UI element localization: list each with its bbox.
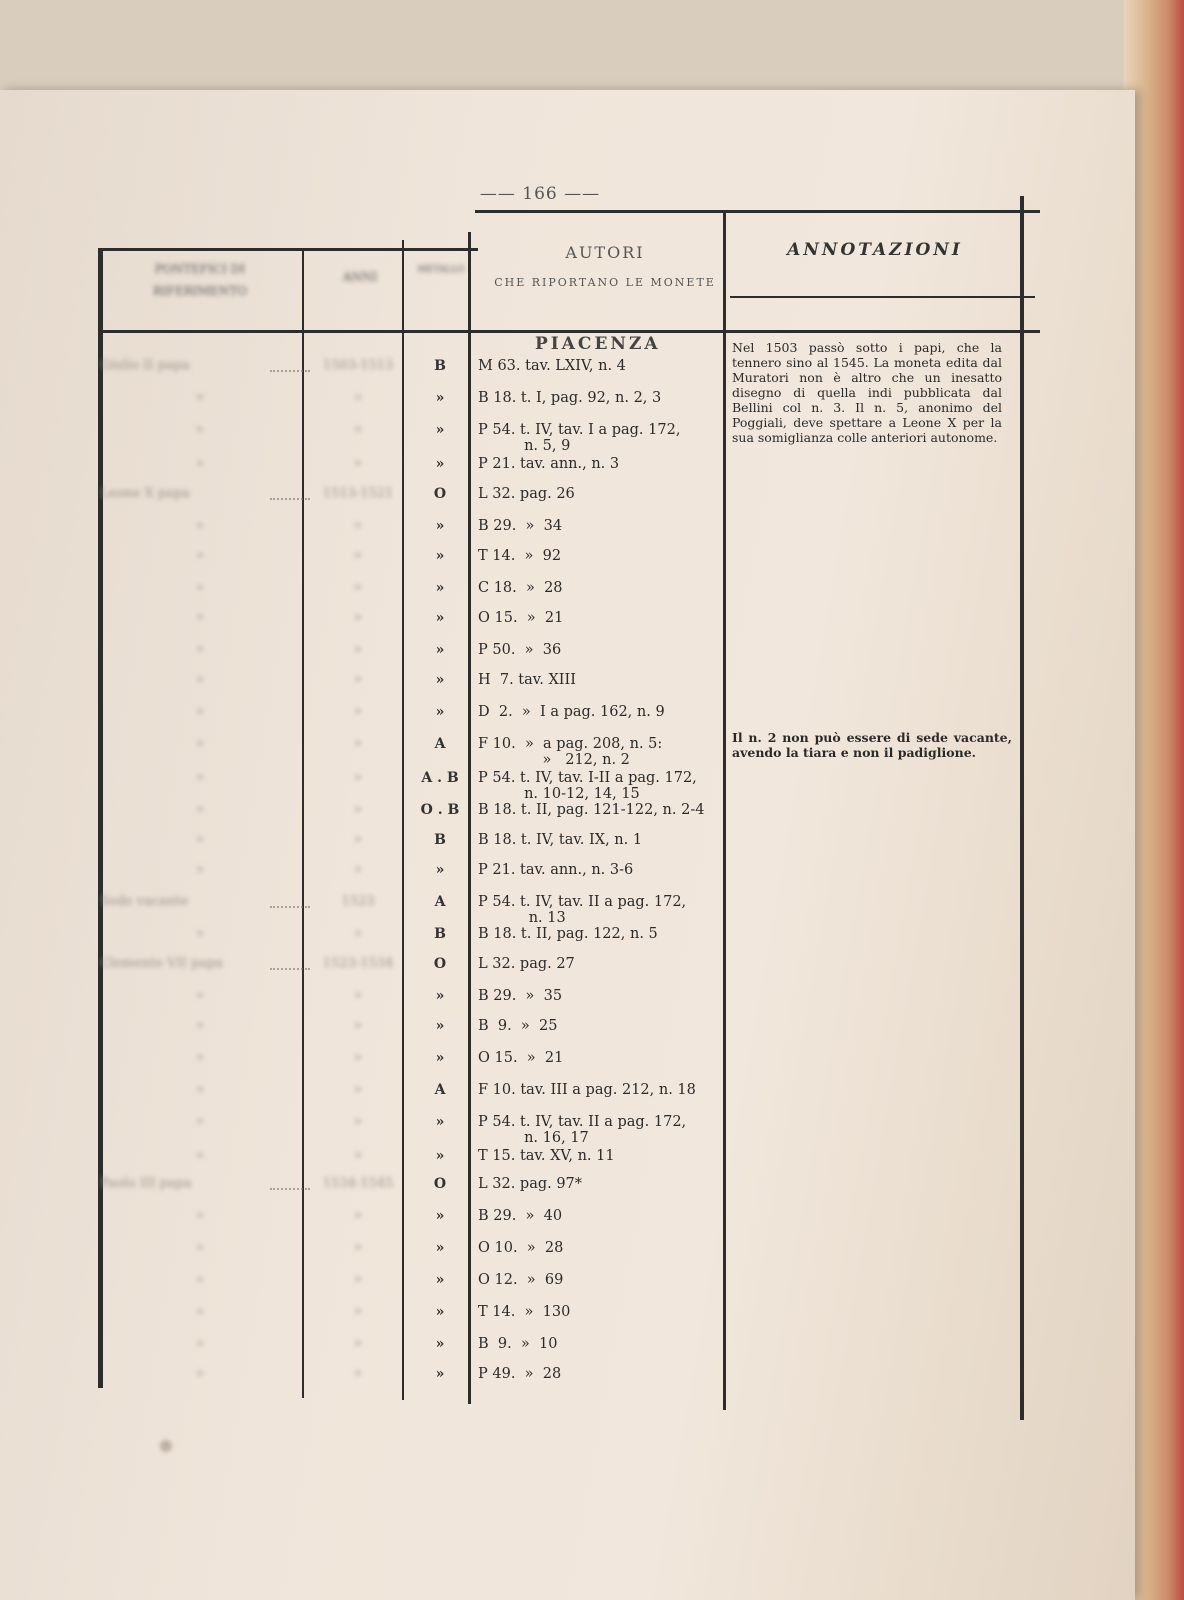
table-row [80,1018,730,1048]
table-row [80,1366,730,1396]
table-row [80,358,730,388]
cell-pontefice: » [196,672,204,687]
cell-pontefice: Giulio II papa [100,358,190,373]
cell-metallo: » [435,1050,445,1066]
dotted-leader [270,968,310,970]
cell-metallo: » [435,672,445,688]
table-row [80,802,730,832]
cell-pontefice: » [196,518,204,533]
cell-metallo: » [435,580,445,596]
cell-pontefice: » [196,610,204,625]
cell-autori: O 15. » 21 [478,1050,564,1066]
cell-pontefice: » [196,1114,204,1129]
table-row [80,610,730,640]
header-metallo: METALLO [417,265,465,275]
cell-pontefice: Paolo III papa [100,1176,192,1191]
cell-anni: » [354,862,362,877]
cell-metallo: » [435,1114,445,1130]
cell-anni: » [354,390,362,405]
cell-pontefice: » [196,1304,204,1319]
cell-anni: » [354,704,362,719]
cell-metallo: » [435,422,445,438]
dotted-leader [270,498,310,500]
cell-anni: » [354,1082,362,1097]
cell-anni: » [354,1336,362,1351]
table-row [80,956,730,986]
cell-anni: » [354,1272,362,1287]
cell-autori: P 54. t. IV, tav. II a pag. 172, n. 16, 17 [478,1114,687,1146]
table-row [80,832,730,862]
table-row [80,770,730,800]
cell-metallo: » [435,1018,445,1034]
cell-pontefice: » [196,1336,204,1351]
table-right-border [1020,196,1024,1420]
cell-metallo: » [435,1208,445,1224]
cell-autori: L 32. pag. 27 [478,956,575,972]
cell-pontefice: » [196,802,204,817]
annotation-note-2: Il n. 2 non può essere di sede vacante, avendo la tiara e non il padiglione. [732,730,1012,760]
cell-pontefice: » [196,926,204,941]
dotted-leader [270,370,310,372]
header-anni: ANNI [342,270,378,284]
cell-autori: B 18. t. II, pag. 121-122, n. 2-4 [478,802,705,818]
header-annotazioni: ANNOTAZIONI [787,240,963,260]
cell-anni: 1523-1534 [322,956,394,971]
cell-pontefice: » [196,1082,204,1097]
table-row [80,704,730,734]
cell-metallo: O [433,486,447,502]
cell-pontefice: » [196,1018,204,1033]
cell-autori: O 10. » 28 [478,1240,564,1256]
cell-anni: » [354,580,362,595]
cell-autori: T 15. tav. XV, n. 11 [478,1148,615,1164]
cell-pontefice: » [196,642,204,657]
cell-anni: 1513-1521 [322,486,394,501]
cell-anni: » [354,672,362,687]
cell-autori: P 54. t. IV, tav. II a pag. 172, n. 13 [478,894,687,926]
cell-anni: » [354,610,362,625]
cell-pontefice: » [196,832,204,847]
cell-pontefice: » [196,988,204,1003]
cell-metallo: » [435,390,445,406]
cell-anni: » [354,1050,362,1065]
cell-anni: » [354,1366,362,1381]
cell-anni: » [354,988,362,1003]
table-row [80,1082,730,1112]
table-row [80,456,730,486]
cell-anni: » [354,1018,362,1033]
dotted-leader [270,906,310,908]
header-autori-title: AUTORI [565,243,645,262]
cell-anni: » [354,548,362,563]
cell-pontefice: » [196,736,204,751]
cell-anni: » [354,1114,362,1129]
cell-metallo: » [435,456,445,472]
cell-autori: B 29. » 35 [478,988,563,1004]
cell-anni: » [354,518,362,533]
page-smudge [160,1440,172,1452]
cell-metallo: A . B [421,770,459,786]
table-row [80,1176,730,1206]
cell-autori: B 29. » 40 [478,1208,563,1224]
cell-anni: » [354,832,362,847]
table-top-border [475,210,1040,213]
cell-pontefice: » [196,1208,204,1223]
cell-autori: M 63. tav. LXIV, n. 4 [478,358,626,374]
cell-autori: B 9. » 25 [478,1018,558,1034]
cell-pontefice: Leone X papa [100,486,190,501]
cell-metallo: » [435,988,445,1004]
cell-pontefice: » [196,1272,204,1287]
cell-pontefice: » [196,1148,204,1163]
table-row [80,518,730,548]
cell-autori: F 10. tav. III a pag. 212, n. 18 [478,1082,696,1098]
cell-metallo: O [433,956,447,972]
cell-autori: P 21. tav. ann., n. 3 [478,456,620,472]
cell-autori: O 15. » 21 [478,610,564,626]
cell-anni: » [354,770,362,785]
cell-autori: B 18. t. II, pag. 122, n. 5 [478,926,658,942]
header-autori [480,238,730,298]
cell-pontefice: » [196,390,204,405]
cell-autori: P 21. tav. ann., n. 3-6 [478,862,634,878]
cell-anni: » [354,1148,362,1163]
cell-anni: 1503-1513 [322,358,394,373]
table-row [80,1240,730,1270]
annotation-note-1: Nel 1503 passò sotto i papi, che la tennero sino al 1545. La moneta edita dal Muratori non è altro che un inesatto disegno di quella indi pubblicata dal Bellini col n. 3. Il n. 5, anonimo del Poggiali, deve spettare a Leone X per la sua somiglianza colle anteriori autonome. [732,340,1002,445]
table-row [80,642,730,672]
table-row [80,894,730,924]
table-row [80,672,730,702]
cell-metallo: A [434,894,446,910]
cell-pontefice: » [196,1050,204,1065]
cell-anni: » [354,456,362,471]
cell-metallo: » [435,1336,445,1352]
cell-pontefice: » [196,770,204,785]
table-row [80,926,730,956]
cell-pontefice: Clemente VII papa [100,956,224,971]
cell-anni: 1523 [341,894,375,909]
annot-header-divider [730,296,1035,298]
cell-autori: P 54. t. IV, tav. I a pag. 172, n. 5, 9 [478,422,681,454]
table-row [80,1336,730,1366]
cell-anni: » [354,802,362,817]
cell-pontefice: Sede vacante [100,894,189,909]
cell-autori: B 18. t. I, pag. 92, n. 2, 3 [478,390,662,406]
city-heading: PIACENZA [535,334,661,354]
cell-pontefice: » [196,548,204,563]
table-row [80,1208,730,1238]
header-pontefici: PONTEFICI DI RIFERIMENTO [152,262,248,298]
cell-anni: » [354,736,362,751]
cell-anni: » [354,926,362,941]
cell-pontefice: » [196,1240,204,1255]
cell-autori: P 49. » 28 [478,1366,562,1382]
table-top-border-left [98,248,478,251]
cell-anni: » [354,422,362,437]
cell-pontefice: » [196,422,204,437]
cell-metallo: » [435,1366,445,1382]
table-row [80,736,730,766]
cell-autori: F 10. » a pag. 208, n. 5: » 212, n. 2 [478,736,663,768]
cell-anni: » [354,1304,362,1319]
cell-metallo: » [435,518,445,534]
cell-metallo: O [433,1176,447,1192]
table-row [80,486,730,516]
dotted-leader [270,1188,310,1190]
cell-pontefice: » [196,704,204,719]
cell-metallo: » [435,1240,445,1256]
cell-metallo: O . B [420,802,460,818]
cell-autori: C 18. » 28 [478,580,563,596]
cell-metallo: » [435,704,445,720]
cell-autori: O 12. » 69 [478,1272,564,1288]
cell-autori: L 32. pag. 26 [478,486,575,502]
header-autori-subtitle: CHE RIPORTANO LE MONETE [494,276,716,289]
cell-pontefice: » [196,456,204,471]
cell-autori: T 14. » 130 [478,1304,571,1320]
cell-metallo: A [434,736,446,752]
cell-autori: T 14. » 92 [478,548,562,564]
coin-table [80,210,1040,1410]
cell-autori: H 7. tav. XIII [478,672,576,688]
table-row [80,580,730,610]
cell-autori: D 2. » I a pag. 162, n. 9 [478,704,665,720]
cell-anni: » [354,1208,362,1223]
cell-anni: 1534-1545 [322,1176,394,1191]
table-row [80,390,730,420]
cell-metallo: B [434,358,446,374]
cell-autori: B 18. t. IV, tav. IX, n. 1 [478,832,643,848]
cell-autori: P 50. » 36 [478,642,562,658]
cell-pontefice: » [196,862,204,877]
table-row [80,548,730,578]
table-row [80,1304,730,1334]
cell-metallo: A [434,1082,446,1098]
cell-autori: B 9. » 10 [478,1336,558,1352]
table-row [80,1272,730,1302]
cell-anni: » [354,1240,362,1255]
cell-autori: L 32. pag. 97* [478,1176,583,1192]
cell-metallo: » [435,548,445,564]
cell-metallo: B [434,832,446,848]
cell-metallo: » [435,1272,445,1288]
cell-metallo: » [435,1148,445,1164]
cell-metallo: » [435,642,445,658]
cell-metallo: » [435,862,445,878]
table-row [80,422,730,452]
cell-metallo: » [435,1304,445,1320]
table-row [80,988,730,1018]
cell-metallo: » [435,610,445,626]
cell-autori: B 29. » 34 [478,518,563,534]
cell-pontefice: » [196,1366,204,1381]
table-row [80,1114,730,1144]
table-row [80,1148,730,1178]
cell-autori: P 54. t. IV, tav. I-II a pag. 172, n. 10-12, 14, 15 [478,770,697,802]
header-divider [98,330,1040,333]
page-number: —— 166 —— [470,184,610,204]
table-row [80,1050,730,1080]
cell-pontefice: » [196,580,204,595]
table-row [80,862,730,892]
cell-metallo: B [434,926,446,942]
cell-anni: » [354,642,362,657]
